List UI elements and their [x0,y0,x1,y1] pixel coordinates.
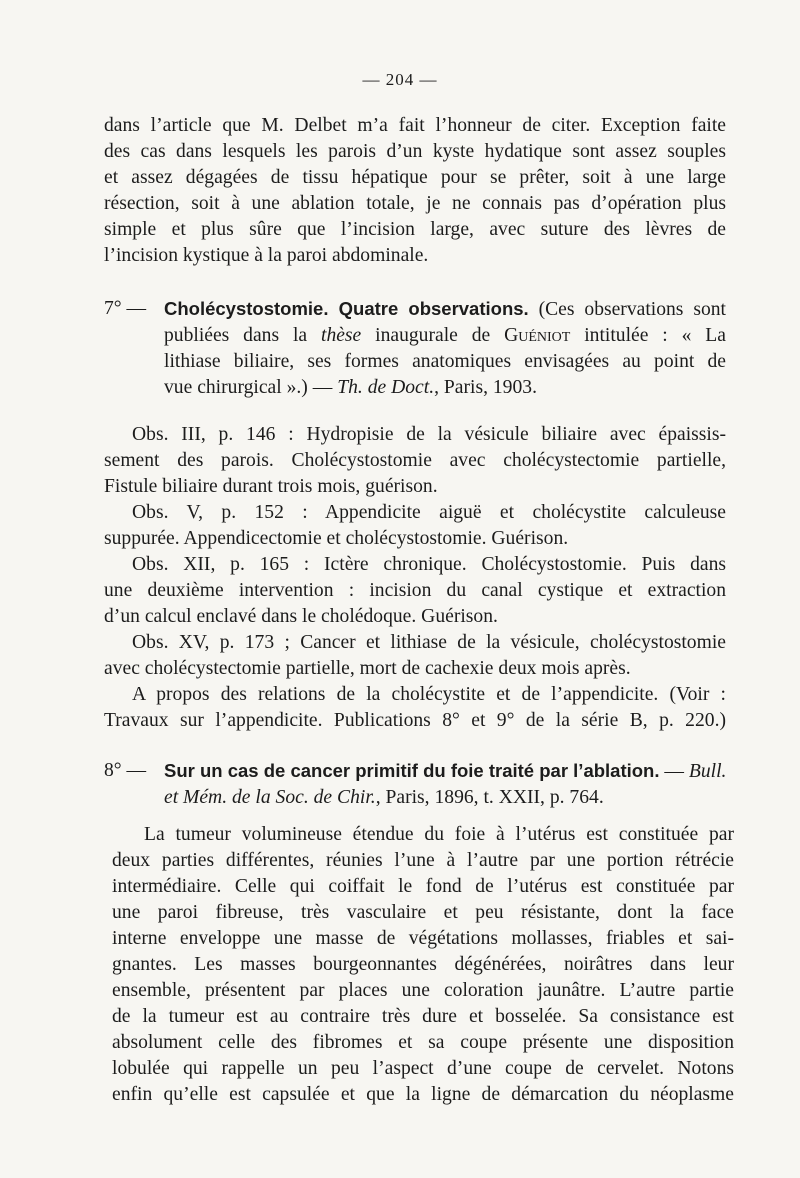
observations-list [104,422,726,734]
section-number: 8° — [104,760,147,781]
text-line: enfin qu’elle est capsulée et que la ligne de démarcation du néoplasme [112,1084,734,1105]
section-7-text: intitulée : « La [570,325,726,346]
reference-title: Bull. [688,761,727,782]
author-name: Guéniot [504,325,571,346]
section-8-entry [164,758,726,811]
text-line: interne enveloppe une masse de végétations mollasses, friables et sai- [112,928,734,949]
body-paragraph [112,822,734,1108]
section-7-text: inaugurale de [361,325,505,346]
text-line: deux parties différentes, réunies l’une à l’autre par une portion rétrécie [112,850,734,871]
observation-line: Travaux sur l’appendicite. Publications 8° et 9° de la série B, p. 220.) [104,710,726,731]
observation-line: Fistule biliaire durant trois mois, guérison. [104,476,438,497]
observation-line: une deuxième intervention : incision du canal cystique et extraction [104,580,726,601]
observation-line: suppurée. Appendicectomie et cholécystostomie. Guérison. [104,528,569,549]
text-line: l’incision kystique à la paroi abdominale. [104,245,429,266]
section-7-text: (Ces observations sont [528,299,726,320]
reference-title: et Mém. de la Soc. de Chir. [164,787,376,808]
text-line: intermédiaire. Celle qui coiffait le fond de l’utérus est constituée par [112,876,734,897]
observation-line: sement des parois. Cholécystostomie avec cholécystectomie partielle, [104,450,726,471]
text-line: résection, soit à une ablation totale, je ne connais pas d’opération plus [104,193,726,214]
text-line: des cas dans lesquels les parois d’un kyste hydatique sont assez souples [104,141,726,162]
section-8-title: Sur un cas de cancer primitif du foie traité par l’ablation. [164,760,660,781]
section-7-number [104,296,164,322]
observation-line: Obs. III, p. 146 : Hydropisie de la vésicule biliaire avec épaissis- [132,424,726,445]
observation-line: avec cholécystectomie partielle, mort de cachexie deux mois après. [104,658,631,679]
section-7-text: vue chirurgical ».) — [164,377,338,398]
text-line: simple et plus sûre que l’incision large, avec suture des lèvres de [104,219,726,240]
section-7-text: , Paris, 1903. [434,377,537,398]
reference-title: Th. de Doct. [337,377,435,398]
page-number: — 204 — [362,70,438,89]
text-line: lobulée qui rappelle un peu l’aspect d’une coupe de cervelet. Notons [112,1058,734,1079]
text-line: de la tumeur est au contraire très dure et bosselée. Sa consistance est [112,1006,734,1027]
text-line: dans l’article que M. Delbet m’a fait l’honneur de citer. Exception faite [104,115,726,136]
intro-paragraph [104,113,726,269]
section-7-text: publiées dans la [164,325,321,346]
text-line: lithiase biliaire, ses formes anatomiques envisagées au point de [164,351,726,372]
observation-line: Obs. XV, p. 173 ; Cancer et lithiase de la vésicule, cholécystostomie [132,632,726,653]
section-8-text: — [659,761,689,782]
section-8-number [104,758,164,784]
text-line: et assez dégagées de tissu hépatique pour se prêter, soit à une large [104,167,726,188]
observation-line: d’un calcul enclavé dans le cholédoque. Guérison. [104,606,498,627]
section-number: 7° — [104,298,147,319]
thesis-word: thèse [321,325,362,346]
section-8-text: , Paris, 1896, t. XXII, p. 764. [375,787,604,808]
observation-line: Obs. XII, p. 165 : Ictère chronique. Cholécystostomie. Puis dans [132,554,726,575]
text-line: une paroi fibreuse, très vasculaire et peu résistante, dont la face [112,902,734,923]
section-7-title: Cholécystostomie. Quatre observations. [164,298,529,319]
observation-line: A propos des relations de la cholécystite et de l’appendicite. (Voir : [132,684,726,705]
text-line: ensemble, présentent par places une coloration jaunâtre. L’autre partie [112,980,734,1001]
section-7-entry [164,296,726,401]
text-line: absolument celle des fibromes et sa coupe présente une disposition [112,1032,734,1053]
observation-line: Obs. V, p. 152 : Appendicite aiguë et cholécystite calculeuse [132,502,726,523]
text-line: La tumeur volumineuse étendue du foie à l’utérus est constituée par [144,824,734,845]
text-line: gnantes. Les masses bourgeonnantes dégénérées, noirâtres dans leur [112,954,734,975]
